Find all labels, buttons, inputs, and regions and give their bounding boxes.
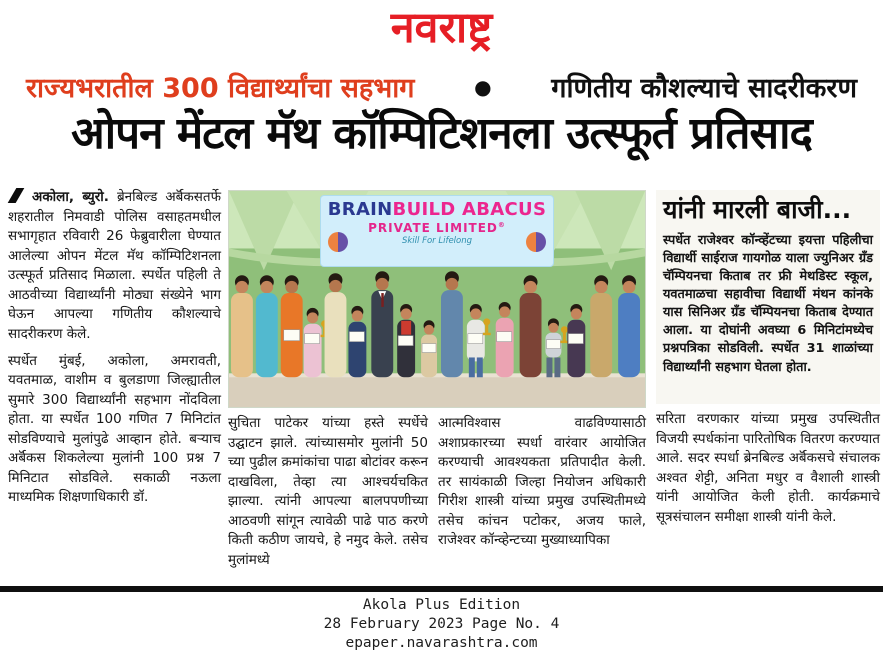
brain-logo-icon: [328, 232, 348, 252]
kicker-row: [26, 68, 857, 105]
banner-brand-part2: BUILD ABACUS: [392, 199, 547, 220]
main-headline: ओपन मेंटल मॅथ कॉम्पिटिशनला उत्स्फूर्त प्रतिसाद: [71, 108, 812, 159]
masthead-title: नवराष्ट्र: [390, 3, 493, 53]
banner-tagline: Skill For Lifelong: [401, 236, 473, 247]
sidebar-heading: यांनी मारली बाजी...: [663, 195, 852, 224]
article-paragraph: सुचिता पाटेकर यांच्या हस्ते स्पर्धेचे उद्घाटन झाले. त्यांच्यासमोर मुलांनी 50 च्या पुढील क्रमांकांचा पाढा बोटांवर करून दाखविला, तेव्हा त्या आश्चर्यचकित झाल्या. त्यांनी आपल्या बालपपणीच्या आठवणी सांगून त्यावेळी पाढे पाठ करणे किती कठीण जायचे, हे नमुद केले. तसेच मुलांमध्ये: [228, 415, 428, 568]
group-photo: [228, 190, 646, 408]
dateline: अकोला, ब्युरो.: [32, 189, 109, 205]
article-text: ब्रेनबिल्ड अर्बॅकसतर्फे शहरातील निमवाडी पोलिस वसाहतमधील सभागृहात रविवारी 26 फेब्रुवारीला घेण्यात आलेल्या ओपन मेंटल मॅथ कॉम्पिटिशनला उत्स्फूर्त प्रतिसाद मिळाला. स्पर्धेत पहिली ते आठवीच्या विद्यार्थ्यांनी मोठ्या संख्येने भाग घेऊन आपल्या गणितीय कौशल्याचे सादरीकरण केले.: [8, 189, 221, 342]
divider-rule: [0, 586, 883, 592]
sidebar-box: [656, 190, 880, 404]
dateline-marker-icon: [8, 188, 25, 203]
article-column-1: [8, 188, 221, 584]
article-paragraph: आत्मविश्वास वाढविण्यासाठी अशाप्रकारच्या स्पर्धा वारंवार आयोजित करण्याची आवश्यकता प्रतिपादीत केली. तर सायंकाळी जिल्हा नियोजन अधिकारी गिरीश शास्त्री यांच्या प्रमुख उपस्थितीमध्ये तसेच कांचन पटोकर, अजय फाले, राजेश्वर कॉन्व्हेन्टच्या मुख्याध्यापिका: [438, 415, 646, 549]
banner-subtitle: [321, 221, 553, 237]
banner-subtitle-text: PRIVATE LIMITED: [368, 220, 498, 235]
footer-edition: Akola Plus Edition: [362, 597, 521, 613]
sidebar-text: स्पर्धेत राजेश्वर कॉन्व्हेंटच्या इयत्ता पहिलीचा विद्यार्थी साईराज गायगोळ याला ज्युनिअर ग्रँड चॅम्पियनचा किताब तर फ्री मेथडिस्ट स्कूल, यवतमाळचा सहावीचा विद्यार्थी मंथन कांनके यास सिनिअर ग्रँड चॅम्पियनचा किताब देण्यात आला. या दोघांनी अवघ्या 6 मिनिटांमध्येच प्रश्नपत्रिका सोडविली. स्पर्धेत 31 शाळांच्या विद्यार्थ्यांनी सहभाग घेतला होता.: [663, 232, 873, 375]
article-column-4: [656, 410, 880, 584]
registered-mark-icon: ®: [497, 220, 506, 229]
article-paragraph: [8, 188, 221, 345]
banner-brand: [321, 200, 553, 221]
brain-logo-icon: [526, 232, 546, 252]
article-column-2: [228, 414, 428, 584]
article-column-3: [438, 414, 646, 584]
article-paragraph: सरिता वरणकार यांच्या प्रमुख उपस्थितीत विजयी स्पर्धकांना पारितोषिक वितरण करण्यात आले. सदर स्पर्धा ब्रेनबिल्ड अर्बॅकसचे संचालक अश्वत शेट्टी, अनिता मधुर व वैशाली शास्त्री यांनी आयोजित केली होती. कार्यक्रमाचे सूत्रसंचालन समीक्षा शास्त्री यांनी केले.: [656, 411, 880, 525]
banner-brand-part1: BRAIN: [327, 199, 393, 220]
footer-url[interactable]: epaper.navarashtra.com: [345, 634, 538, 651]
article-paragraph: स्पर्धेत मुंबई, अकोला, अमरावती, यवतमाळ, वाशीम व बुलडाणा जिल्ह्यातील सुमारे 300 विद्यार्थ्यांनी सहभाग नोंदविला होता. या स्पर्धेत 100 गणित 7 मिनिटांत सोडविण्याचे मुलांपुढे आव्हान होते. बऱ्याच अर्बॅकस शिकलेल्या मुलांनी 100 प्रश्न 7 मिनिटात सोडविले. सकाळी नऊला माध्यमिक शिक्षणाधिकारी डॉ.: [8, 352, 221, 506]
bullet-separator-icon: ●: [474, 74, 492, 99]
footer: [0, 596, 883, 653]
kicker-right: गणितीय कौशल्याचे सादरीकरण: [551, 73, 857, 104]
event-banner: [320, 195, 554, 267]
kicker-left: राज्यभरातील 300 विद्यार्थ्यांचा सहभाग: [26, 73, 415, 104]
footer-date-page: 28 February 2023 Page No. 4: [323, 615, 560, 632]
